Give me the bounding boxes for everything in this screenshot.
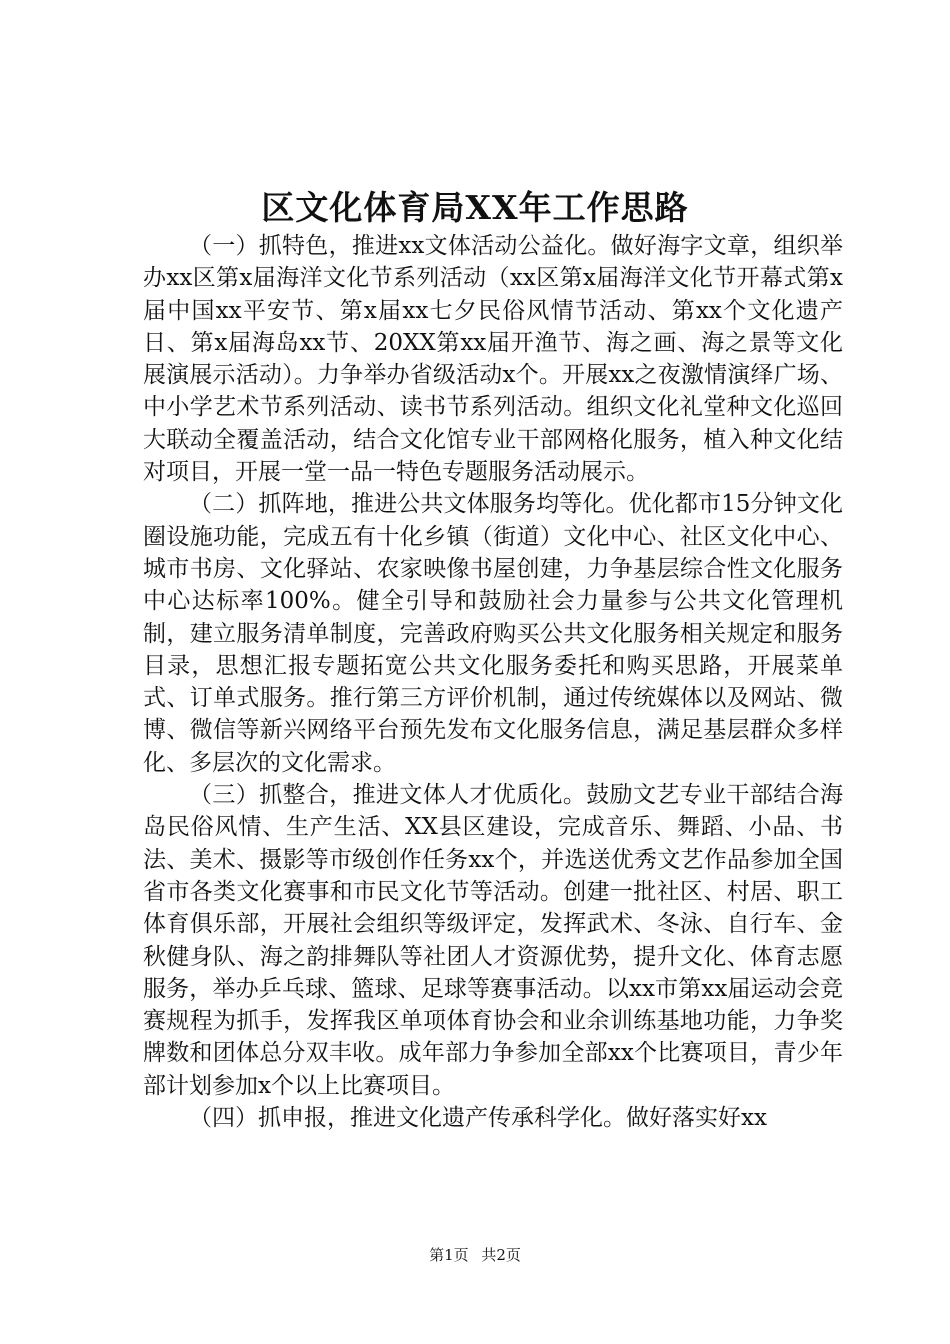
page-footer	[0, 1244, 950, 1266]
document-title: 区文化体育局XX年工作思路	[261, 188, 689, 227]
paragraph-4: （四）抓申报，推进文化遗产传承科学化。做好落实好xx	[189, 1105, 767, 1132]
page-total: 共2页	[481, 1246, 521, 1264]
document-body	[143, 230, 843, 1134]
paragraph-1: （一）抓特色，推进xx文体活动公益化。做好海字文章，组织举办xx区第x届海洋文化节系列活动（xx区第x届海洋文化节开幕式第x届中国xx平安节、第x届xx七夕民俗风情节活动、第xx个文化遗产日、第x届海岛xx节、20XX第xx届开渔节、海之画、海之景等文化展演展示活动）。力争举办省级活动x个。开展xx之夜激情演绎广场、中小学艺术节系列活动、读书节系列活动。组织文化礼堂种文化巡回大联动全覆盖活动，结合文化馆专业干部网格化服务，植入种文化结对项目，开展一堂一品一特色专题服务活动展示。	[143, 233, 843, 486]
paragraph-3: （三）抓整合，推进文体人才优质化。鼓励文艺专业干部结合海岛民俗风情、生产生活、XX县区建设，完成音乐、舞蹈、小品、书法、美术、摄影等市级创作任务xx个，并选送优秀文艺作品参加全国省市各类文化赛事和市民文化节等活动。创建一批社区、村居、职工体育俱乐部，开展社会组织等级评定，发挥武术、冬泳、自行车、金秋健身队、海之韵排舞队等社团人才资源优势，提升文化、体育志愿服务，举办乒乓球、篮球、足球等赛事活动。以xx市第xx届运动会竞赛规程为抓手，发挥我区单项体育协会和业余训练基地功能，力争奖牌数和团体总分双丰收。成年部力争参加全部xx个比赛项目，青少年部计划参加x个以上比赛项目。	[143, 782, 843, 1099]
page-number: 第1页	[429, 1246, 469, 1264]
paragraph-2: （二）抓阵地，推进公共文体服务均等化。优化都市15分钟文化圈设施功能，完成五有十化乡镇（街道）文化中心、社区文化中心、城市书房、文化驿站、农家映像书屋创建，力争基层综合性文化服务中心达标率100%。健全引导和鼓励社会力量参与公共文化管理机制，建立服务清单制度，完善政府购买公共文化服务相关规定和服务目录，思想汇报专题拓宽公共文化服务委托和购买思路，开展菜单式、订单式服务。推行第三方评价机制，通过传统媒体以及网站、微博、微信等新兴网络平台预先发布文化服务信息，满足基层群众多样化、多层次的文化需求。	[143, 491, 843, 776]
